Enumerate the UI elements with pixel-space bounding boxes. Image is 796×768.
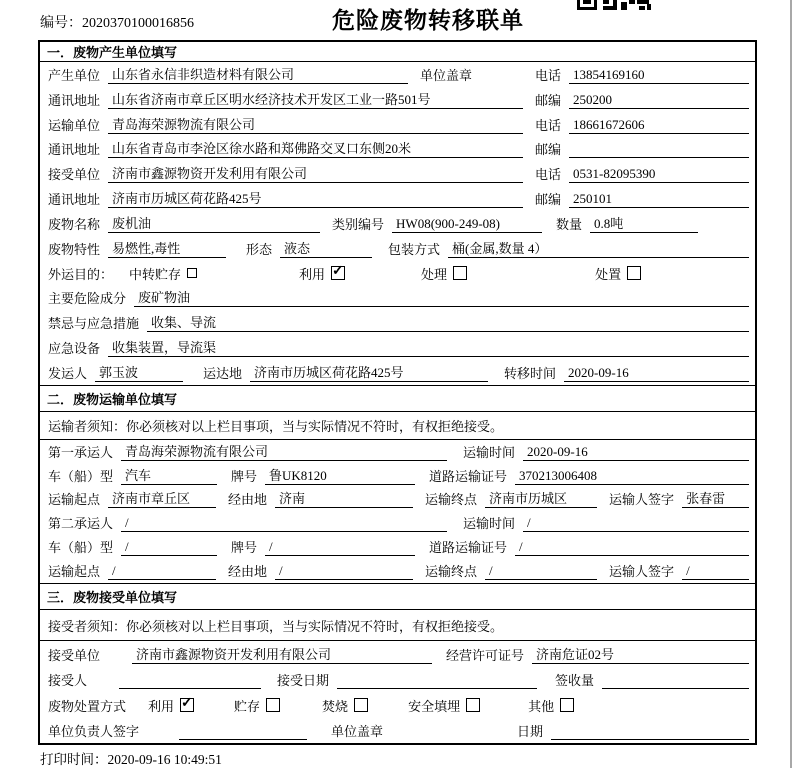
waste-name-row	[40, 211, 755, 236]
acceptor-value	[119, 671, 261, 689]
producer-label: 产生单位	[48, 67, 101, 83]
end2-label: 运输终点	[425, 563, 478, 579]
carrier2-value: /	[121, 514, 447, 532]
producer-row	[40, 62, 755, 87]
end1-label: 运输终点	[425, 492, 478, 508]
waste-character-row	[40, 236, 755, 261]
disposal-store-checkbox	[266, 698, 280, 712]
section2-notice: 运输者须知：你必须核对以上栏目事项，当与实际情况不符时，有权拒绝接受。	[40, 412, 755, 440]
head-sign-value	[179, 722, 307, 740]
zip-label: 邮编	[535, 142, 562, 158]
license2-label: 道路运输证号	[429, 540, 508, 556]
unit-seal-label: 单位盖章	[420, 67, 473, 83]
permit-value: 济南危证02号	[532, 646, 749, 664]
address-label: 通讯地址	[48, 142, 101, 158]
qr-code-fragment	[577, 0, 651, 10]
purpose-dispose-checkbox	[627, 266, 641, 280]
vehicle1-value: 汽车	[121, 467, 217, 485]
accept-date-value	[337, 671, 537, 689]
producer-address-row	[40, 87, 755, 112]
purpose-dispose-label: 处置	[595, 266, 622, 282]
form-label: 形态	[246, 241, 273, 257]
via1-value: 济南	[275, 490, 413, 508]
purpose-treat-label: 处理	[421, 266, 448, 282]
receiver-value: 济南市鑫源物资开发利用有限公司	[108, 165, 523, 183]
sign1-label: 运输人签字	[609, 492, 675, 508]
carrier1-row	[40, 440, 755, 464]
section1-body	[40, 62, 755, 385]
phone-label: 电话	[535, 117, 562, 133]
waste-name-label: 废物名称	[48, 216, 101, 232]
sign2-value: /	[682, 562, 749, 580]
producer-phone-value: 13854169160	[569, 66, 749, 84]
disposal-other-label: 其他	[528, 698, 555, 714]
destination-value: 济南市历城区荷花路425号	[250, 364, 488, 382]
plate2-label: 牌号	[231, 540, 258, 556]
print-time-label: 打印时间：	[40, 752, 108, 767]
origin2-label: 运输起点	[48, 563, 101, 579]
accept-date-label: 接受日期	[277, 673, 330, 688]
section3-notice: 接受者须知：你必须核对以上栏目事项，当与实际情况不符时，有权拒绝接受。	[40, 610, 755, 641]
receiver-zip-value: 250101	[569, 190, 749, 208]
transfer-time-value: 2020-09-16	[564, 364, 749, 382]
vehicle1-row	[40, 464, 755, 488]
purpose-label: 外运目的：	[48, 266, 114, 282]
end2-value: /	[485, 562, 597, 580]
quantity-label: 数量	[556, 216, 583, 232]
serial-line	[40, 12, 194, 32]
accept-unit-row	[40, 641, 755, 667]
page-title: 危险废物转移联单	[332, 7, 524, 33]
plate1-label: 牌号	[231, 468, 258, 484]
disposal-incinerate-label: 焚烧	[322, 698, 349, 714]
license2-value: /	[515, 538, 749, 556]
destination-label: 运达地	[203, 365, 243, 381]
purpose-transfer-label: 中转贮存	[129, 266, 182, 282]
serial-label: 编号：	[40, 16, 82, 31]
via2-label: 经由地	[228, 563, 268, 579]
purpose-utilize-label: 利用	[299, 266, 326, 282]
receiver-phone-value: 0531-82095390	[569, 165, 749, 183]
origin2-value: /	[108, 562, 216, 580]
plate1-value: 鲁UK8120	[265, 467, 415, 485]
accept-unit-label: 接受单位	[48, 647, 101, 663]
receiver-row	[40, 161, 755, 186]
transporter-zip-value	[569, 140, 749, 158]
origin1-label: 运输起点	[48, 492, 101, 508]
zip-label: 邮编	[535, 192, 562, 208]
transport-time2-value: /	[523, 514, 749, 532]
transport-time1-value: 2020-09-16	[523, 443, 749, 461]
form-value: 液态	[280, 240, 372, 258]
disposal-row	[40, 692, 755, 718]
transporter-phone-value: 18661672606	[569, 116, 749, 134]
category-value: HW08(900-249-08)	[392, 215, 542, 233]
hazard-value: 废矿物油	[134, 289, 749, 307]
equipment-row	[40, 335, 755, 360]
receiver-address-value: 济南市历城区荷花路425号	[108, 190, 523, 208]
via2-value: /	[275, 562, 413, 580]
plate2-value: /	[265, 538, 415, 556]
transfer-time-label: 转移时间	[504, 365, 557, 381]
purpose-transfer-checkbox	[187, 268, 197, 278]
purpose-treat-checkbox	[453, 266, 467, 280]
phone-label: 电话	[535, 67, 562, 83]
packing-label: 包装方式	[388, 241, 441, 257]
permit-label: 经营许可证号	[446, 647, 525, 663]
vehicle2-row	[40, 535, 755, 559]
carrier2-label: 第二承运人	[48, 516, 114, 532]
route1-row	[40, 488, 755, 512]
serial-number: 2020370100016856	[82, 16, 194, 31]
transport-time1-label: 运输时间	[463, 444, 516, 460]
disposal-landfill-label: 安全填埋	[408, 698, 461, 714]
purpose-row	[40, 261, 755, 286]
section2-header: 二．废物运输单位填写	[40, 385, 755, 412]
acceptor-row	[40, 667, 755, 693]
head-sign-row	[40, 718, 755, 744]
disposal-incinerate-checkbox	[354, 698, 368, 712]
taboo-row	[40, 310, 755, 335]
quantity-value: 0.8吨	[590, 215, 698, 233]
section3-header: 三．废物接受单位填写	[40, 583, 755, 610]
disposal-other-checkbox	[560, 698, 574, 712]
disposal-store-label: 贮存	[234, 698, 261, 714]
received-qty-label: 签收量	[555, 673, 595, 688]
head-sign-label: 单位负责人签字	[48, 724, 140, 739]
purpose-utilize-checkbox	[331, 266, 345, 280]
unit-seal-label: 单位盖章	[331, 724, 384, 739]
vehicle1-label: 车（船）型	[48, 468, 114, 484]
date-value	[551, 722, 749, 740]
receiver-address-row	[40, 186, 755, 211]
address-label: 通讯地址	[48, 192, 101, 208]
vehicle2-label: 车（船）型	[48, 540, 114, 556]
print-time-value: 2020-09-16 10:49:51	[107, 752, 222, 767]
character-label: 废物特性	[48, 241, 101, 257]
carrier1-value: 青岛海荣源物流有限公司	[121, 443, 447, 461]
transporter-address-value: 山东省青岛市李沧区徐水路和郑佛路交叉口东侧20米	[108, 140, 523, 158]
equipment-value: 收集装置，导流渠	[108, 339, 749, 357]
packing-value: 桶(金属,数量 4）	[448, 240, 749, 258]
vehicle2-value: /	[121, 538, 217, 556]
producer-zip-value: 250200	[569, 91, 749, 109]
transporter-label: 运输单位	[48, 117, 101, 133]
transporter-value: 青岛海荣源物流有限公司	[108, 116, 523, 134]
manifest-form	[38, 40, 757, 745]
page-edge-line	[790, 0, 792, 768]
category-label: 类别编号	[332, 216, 385, 232]
taboo-label: 禁忌与应急措施	[48, 316, 140, 332]
license1-value: 370213006408	[515, 467, 749, 485]
receiver-label: 接受单位	[48, 167, 101, 183]
carrier1-label: 第一承运人	[48, 444, 114, 460]
consignor-value: 郭玉波	[95, 364, 183, 382]
transport-time2-label: 运输时间	[463, 516, 516, 532]
equipment-label: 应急设备	[48, 341, 101, 357]
license1-label: 道路运输证号	[429, 468, 508, 484]
section2-body	[40, 440, 755, 583]
route2-row	[40, 559, 755, 583]
via1-label: 经由地	[228, 492, 268, 508]
producer-value: 山东省永信非织造材料有限公司	[108, 66, 408, 84]
sign1-value: 张春雷	[682, 490, 749, 508]
acceptor-label: 接受人	[48, 673, 88, 688]
phone-label: 电话	[535, 167, 562, 183]
consignor-label: 发运人	[48, 365, 88, 381]
hazard-row	[40, 286, 755, 311]
print-time-line	[40, 748, 222, 768]
section3-body	[40, 641, 755, 743]
disposal-utilize-label: 利用	[148, 698, 175, 714]
character-value: 易燃性,毒性	[108, 240, 226, 258]
transporter-address-row	[40, 137, 755, 162]
end1-value: 济南市历城区	[485, 490, 597, 508]
sign2-label: 运输人签字	[609, 563, 675, 579]
carrier2-row	[40, 511, 755, 535]
origin1-value: 济南市章丘区	[108, 490, 216, 508]
zip-label: 邮编	[535, 92, 562, 108]
hazard-label: 主要危险成分	[48, 291, 127, 307]
taboo-value: 收集、导流	[147, 314, 749, 332]
date-label: 日期	[517, 724, 544, 739]
disposal-label: 废物处置方式	[48, 698, 127, 714]
consignor-row	[40, 360, 755, 385]
section1-header: 一．废物产生单位填写	[40, 42, 755, 62]
address-label: 通讯地址	[48, 92, 101, 108]
producer-address-value: 山东省济南市章丘区明水经济技术开发区工业一路501号	[108, 91, 523, 109]
disposal-landfill-checkbox	[466, 698, 480, 712]
waste-name-value: 废机油	[108, 215, 320, 233]
transporter-row	[40, 112, 755, 137]
disposal-utilize-checkbox	[180, 698, 194, 712]
accept-unit-value: 济南市鑫源物资开发利用有限公司	[132, 646, 432, 664]
received-qty-value	[602, 671, 749, 689]
